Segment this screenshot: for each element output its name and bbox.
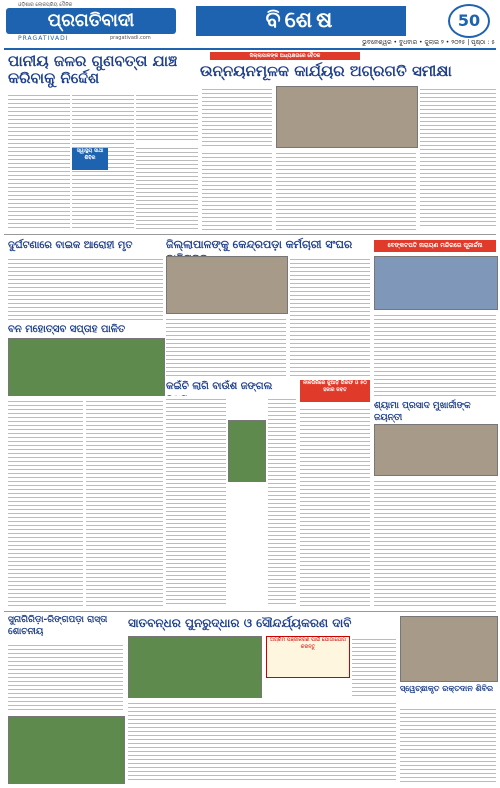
story-headline-water-quality[interactable]: ପାନୀୟ ଜଳର ଗୁଣବତ୍ତା ଯାଞ୍ଚ କରିବାକୁ ନିର୍ଦ୍ଦେଶ [8, 52, 178, 87]
newspaper-logo[interactable]: ପ୍ରଗତିବାଦୀ [6, 8, 176, 34]
story-headline-jayanti[interactable]: ଶ୍ୟାମା ପ୍ରସାଦ ମୁଖାର୍ଜୀଙ୍କ ଜୟନ୍ତୀ [374, 401, 471, 423]
story-body-review-col4 [276, 150, 416, 230]
story-body-bamboo [166, 396, 226, 606]
logo-subtitle: PRAGATIVADI [18, 35, 69, 42]
story-headline-gambling[interactable]: ନୀଳଗିରିରେ ଜୁଆଡ଼ି ଗିରଫ ଓ ୫୦ ହଜାର ଜବତ [300, 380, 370, 402]
notice-box: ଅଗ୍ରିମ ପଞ୍ଜୀକରଣ ପାଇଁ ଯୋଗାଯୋଗ କରନ୍ତୁ [266, 636, 350, 678]
story-body-review-col1 [202, 86, 272, 146]
divider-lower [4, 611, 496, 612]
photo-memorandum-group [166, 256, 288, 314]
story-headline-bamboo[interactable]: କଇଁଚି ଲାଗି ବାଉଁଶ ଜଙ୍ଗଲ [166, 381, 273, 392]
story-body-memorandum-col2 [166, 316, 286, 376]
story-headline-forest-festival[interactable]: ବନ ମହୋତ୍ସବ ସପ୍ତାହ ପାଳିତ [8, 324, 126, 335]
masthead [0, 0, 500, 46]
story-body-satbandh-col2 [352, 636, 396, 698]
website-url[interactable]: pragativadi.com [110, 35, 151, 41]
anniversary-emblem-icon: 50 [448, 4, 490, 38]
masthead-rule [4, 48, 496, 50]
story-body-water-quality-col3 [136, 92, 198, 142]
story-body-temple [374, 312, 496, 396]
story-headline-road[interactable]: ସୁନାଗିରିଡ଼ା-ରିଙ୍ଗପଡ଼ା ରାସ୍ତା ଶୋଚନୀୟ [8, 615, 108, 637]
story-body-forest-festival-col2 [86, 398, 163, 608]
story-headline-temple[interactable]: ବେଙ୍କଟପତି ନାରାୟଣ ମନ୍ଦିରରେ ପୂଜାର୍ଚ୍ଚନା [374, 240, 496, 252]
story-body-satbandh [128, 700, 396, 782]
photo-road [8, 716, 125, 784]
section-title: ବିଶେଷ [196, 6, 406, 36]
story-headline-blood-donation[interactable]: ସ୍ୱେଚ୍ଛାକୃତ ରକ୍ତଦାନ ଶିବିର [400, 684, 494, 693]
tagline: ଓଡ଼ିଶାର ଲୋକପ୍ରିୟ ଦୈନିକ [18, 2, 73, 8]
photo-tree-planting [8, 338, 165, 396]
story-body-water-quality [8, 92, 70, 230]
inset-box-health-camp: ସ୍ୱାସ୍ଥ୍ୟ ସାଥୀ ଶିବିର [72, 148, 108, 170]
photo-officials-meeting [276, 86, 418, 148]
story-body-review-col3 [420, 86, 496, 226]
story-body-blood-donation [400, 706, 496, 782]
story-body-review-col2 [202, 150, 272, 230]
story-body-bamboo-col2 [268, 396, 296, 606]
story-body-water-quality-col4 [136, 145, 198, 230]
dateline: ଭୁବନେଶ୍ୱର • ବୁଧବାର • ଜୁଲାଇ ୨ • ୨୦୨୫ | ପୃଷ୍ଠା : ୫ [362, 39, 495, 46]
story-body-memorandum [290, 256, 370, 376]
story-body-forest-festival [8, 398, 83, 608]
story-headline-satbandh[interactable]: ସାତବନ୍ଧର ପୁନରୁଦ୍ଧାର ଓ ସୌନ୍ଦର୍ଯ୍ୟକରଣ ଦାବି [128, 616, 352, 630]
story-headline-memorandum[interactable]: ଜିଲ୍ଲାପାଳଙ୍କୁ କେନ୍ଦ୍ରପଡ଼ା କର୍ମଚାରୀ ସଂଘର [166, 238, 353, 251]
story-body-road [8, 642, 123, 712]
photo-jayanti-event [374, 424, 498, 476]
story-body-jayanti [374, 478, 496, 608]
story-body-gambling [300, 406, 370, 606]
story-headline-accident[interactable]: ଦୁର୍ଘଟଣାରେ ବାଇକ ଆରୋହୀ ମୃତ [8, 240, 133, 251]
story-headline-development-review[interactable]: ଉନ୍ନୟନମୂଳକ କାର୍ଯ୍ୟର ଅଗ୍ରଗତି ସମୀକ୍ଷା [200, 62, 452, 80]
photo-satbandh [128, 636, 262, 698]
story-kicker-review: ଜିଲ୍ଲାପାଳଙ୍କ ଅଧ୍ୟକ୍ଷତାରେ ବୈଠକ [210, 52, 360, 60]
photo-blood-donation [400, 616, 498, 682]
divider [4, 234, 496, 235]
photo-bamboo [228, 420, 266, 482]
story-body-accident [8, 256, 163, 320]
photo-temple-event [374, 256, 498, 310]
